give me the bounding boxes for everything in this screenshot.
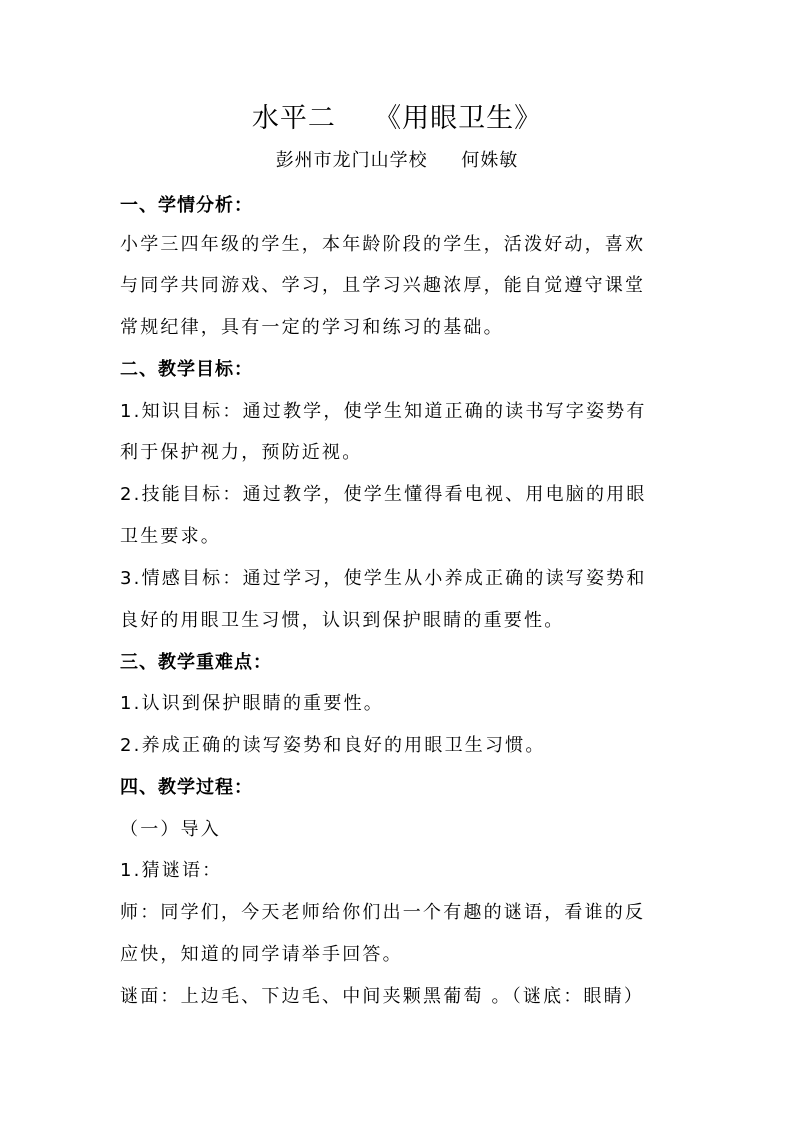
process-line: 师：同学们，今天老师给你们出一个有趣的谜语，看谁的反 xyxy=(120,902,646,923)
process-line: 谜面：上边毛、下边毛、中间夹颗黑葡萄 。（谜底：眼睛） xyxy=(120,986,645,1007)
objective-line: 1.知识目标：通过教学，使学生知道正确的读书写字姿势有 xyxy=(120,401,647,422)
author-line: 彭州市龙门山学校 何姝敏 xyxy=(275,150,519,171)
process-line: （一）导入 xyxy=(120,819,221,840)
analysis-line: 常规纪律，具有一定的学习和练习的基础。 xyxy=(120,317,504,338)
heading-keypoints: 三、教学重难点： xyxy=(120,652,272,673)
analysis-line: 小学三四年级的学生，本年龄阶段的学生，活泼好动，喜欢 xyxy=(120,234,646,255)
heading-objectives: 二、教学目标： xyxy=(120,359,253,380)
objective-line: 2.技能目标：通过教学，使学生懂得看电视、用电脑的用眼 xyxy=(120,484,647,505)
objective-line: 利于保护视力，预防近视。 xyxy=(120,442,363,463)
heading-analysis: 一、学情分析： xyxy=(120,195,253,216)
document-title: 水平二 《用眼卫生》 xyxy=(251,103,543,134)
heading-process: 四、教学过程： xyxy=(120,777,253,798)
keypoint-line: 2.养成正确的读写姿势和良好的用眼卫生习惯。 xyxy=(120,735,546,756)
process-line: 应快，知道的同学请举手回答。 xyxy=(120,944,403,965)
objective-line: 卫生要求。 xyxy=(120,526,221,547)
objective-line: 良好的用眼卫生习惯，认识到保护眼睛的重要性。 xyxy=(120,610,565,631)
objective-line: 3.情感目标：通过学习，使学生从小养成正确的读写姿势和 xyxy=(120,568,647,589)
analysis-line: 与同学共同游戏、学习，且学习兴趣浓厚，能自觉遵守课堂 xyxy=(120,275,646,296)
keypoint-line: 1.认识到保护眼睛的重要性。 xyxy=(120,693,384,714)
process-line: 1.猜谜语： xyxy=(120,860,223,881)
